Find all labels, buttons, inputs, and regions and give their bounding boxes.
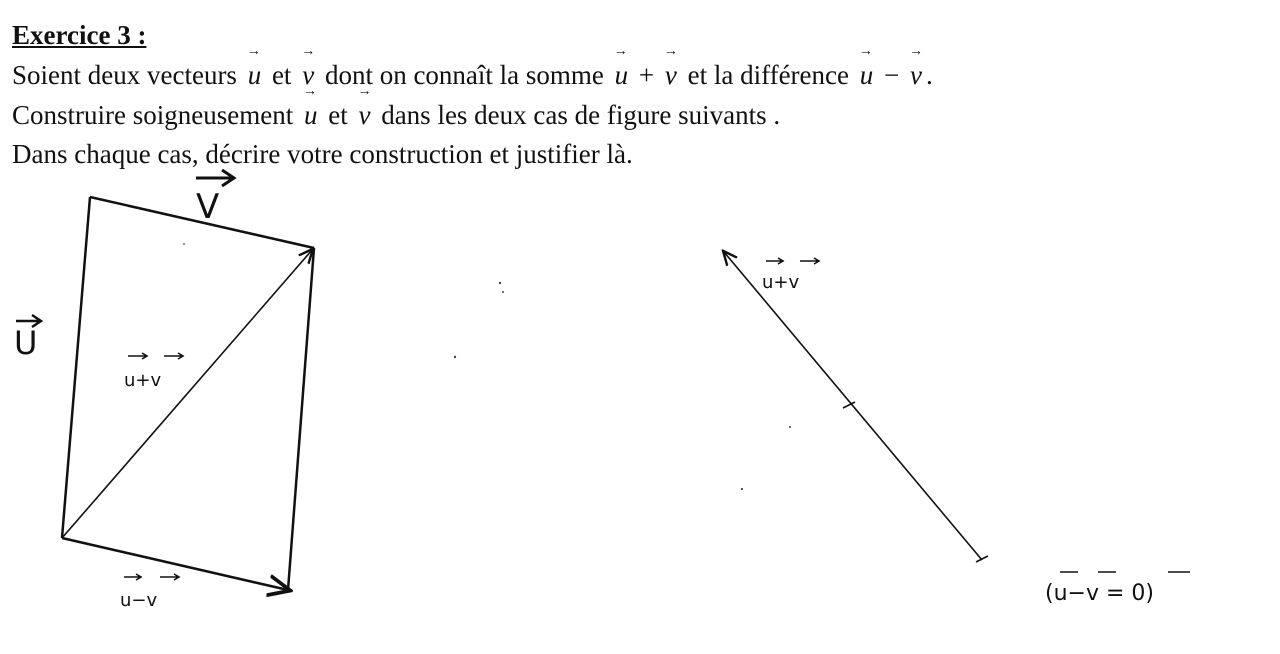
figure-1	[14, 170, 314, 611]
vector-u: → u	[860, 60, 874, 91]
vector-v: → v	[358, 100, 370, 131]
text-segment: et la différence	[687, 60, 850, 90]
arrow-over-v-icon	[196, 170, 234, 186]
text-segment: et	[271, 60, 292, 90]
text-segment: Construire soigneusement	[12, 100, 294, 130]
vector-v: → v	[302, 60, 314, 91]
origin-tick	[976, 556, 988, 562]
statement-line-3: Dans chaque cas, décrire votre construction et justifier là.	[12, 139, 633, 169]
label-sum-2: u+v	[762, 272, 800, 293]
text-segment: et	[328, 100, 348, 130]
sum-vector	[62, 250, 312, 538]
text-segment: dans les deux cas de figure suivants .	[381, 100, 781, 130]
text-segment: dont on connaît la somme	[324, 60, 604, 90]
vector-u: → u	[304, 100, 318, 131]
plus-sign: +	[638, 60, 655, 90]
label-zero-difference: (u−v = 0)	[1045, 581, 1154, 606]
arrows-over-sum2-icon	[766, 258, 819, 264]
minus-sign: −	[884, 60, 900, 90]
label-diff: u−v	[120, 590, 158, 611]
vector-u-side	[62, 197, 90, 538]
difference-vector	[62, 538, 288, 590]
exercise-title: Exercice 3 :	[12, 20, 147, 50]
vector-u: → u	[248, 60, 262, 91]
scan-noise	[183, 243, 791, 490]
vector-v: → v	[910, 60, 922, 91]
vector-v: → v	[665, 60, 677, 91]
label-v: V	[196, 187, 220, 227]
arrows-over-sum-icon	[128, 353, 183, 359]
label-sum: u+v	[124, 370, 162, 391]
label-u: U	[14, 324, 38, 362]
right-side	[288, 248, 314, 590]
arrows-over-diff-icon	[124, 574, 179, 580]
sum-vector-2	[724, 252, 982, 560]
figure-2	[724, 252, 1190, 606]
period: .	[925, 60, 933, 90]
vector-u: → u	[615, 60, 629, 91]
text-segment: Soient deux vecteurs	[12, 60, 237, 90]
